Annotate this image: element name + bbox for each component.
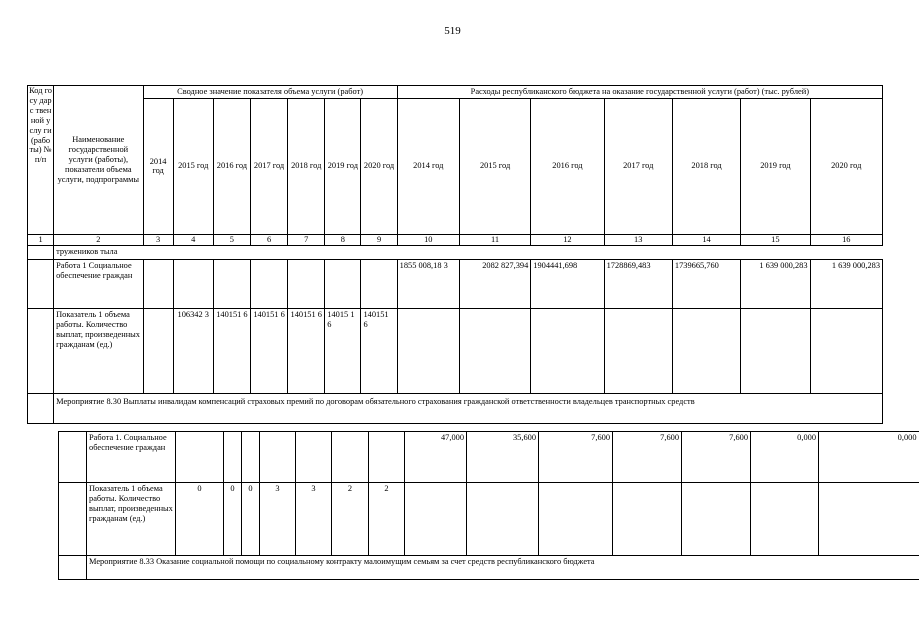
table-cell [361, 259, 397, 308]
header-budget-year: 2020 год [810, 98, 882, 234]
table-row [28, 259, 883, 308]
header-vol-year: 2016 год [213, 98, 250, 234]
table-cell [260, 432, 296, 483]
table-cell [288, 259, 325, 308]
table-row [59, 556, 919, 580]
header-vol-year: 2020 год [361, 98, 397, 234]
table-cell [213, 259, 250, 308]
table-cell [250, 259, 287, 308]
budget-value: 35,600 [467, 432, 539, 483]
services-table [27, 85, 883, 424]
col-number: 2 [54, 234, 143, 245]
col-number: 16 [810, 234, 882, 245]
volume-value: 140151 6 [213, 308, 250, 393]
volume-value: 2 [369, 483, 405, 556]
header-vol-year: 2017 год [250, 98, 287, 234]
table-cell [242, 432, 260, 483]
header-code: Код госу дарс твен ной услу ги (рабо ты) № п/п [28, 86, 54, 235]
header-vol-year: 2018 год [288, 98, 325, 234]
table-cell [467, 483, 539, 556]
table-cell [224, 432, 242, 483]
volume-value [143, 308, 173, 393]
header-budget-year: 2015 год [459, 98, 530, 234]
table-cell [332, 432, 369, 483]
table-cell [405, 483, 467, 556]
col-number: 15 [741, 234, 810, 245]
budget-value: 7,600 [682, 432, 751, 483]
volume-value: 140151 6 [361, 308, 397, 393]
col-number: 9 [361, 234, 397, 245]
col-number: 5 [213, 234, 250, 245]
table-cell [296, 432, 332, 483]
table-cell [325, 259, 361, 308]
table-cell [59, 556, 87, 580]
header-budget-year: 2018 год [672, 98, 740, 234]
volume-value: 0 [224, 483, 242, 556]
col-number: 13 [604, 234, 672, 245]
table-cell [397, 308, 459, 393]
table-cell [143, 259, 173, 308]
col-number: 6 [250, 234, 287, 245]
header-vol-year: 2015 год [173, 98, 213, 234]
volume-value: 140151 6 [288, 308, 325, 393]
col-number: 8 [325, 234, 361, 245]
budget-value: 1 639 000,283 [810, 259, 882, 308]
col-number: 4 [173, 234, 213, 245]
header-budget-year: 2014 год [397, 98, 459, 234]
table-row [59, 483, 919, 556]
budget-value: 1728869,483 [604, 259, 672, 308]
budget-value: 0,000 [819, 432, 919, 483]
table-cell [28, 308, 54, 393]
header-vol-year: 2014 год [143, 98, 173, 234]
table-cell [751, 483, 819, 556]
volume-value: 106342 3 [173, 308, 213, 393]
volume-value: 2 [332, 483, 369, 556]
col-number: 7 [288, 234, 325, 245]
budget-value: 1904441,698 [531, 259, 604, 308]
table-cell [604, 308, 672, 393]
event-830: Мероприятие 8.30 Выплаты инвалидам компенсаций страховых премий по договорам обязательного страхования гражданской ответственности владельцев транспортных средств [54, 393, 883, 423]
budget-value: 1739665,760 [672, 259, 740, 308]
table-cell [682, 483, 751, 556]
table-row [59, 432, 919, 483]
header-volume-group: Сводное значение показателя объема услуги (работ) [143, 86, 397, 99]
budget-value: 7,600 [613, 432, 682, 483]
table-cell [810, 308, 882, 393]
table-cell [672, 308, 740, 393]
table-row [28, 308, 883, 393]
table-cell [28, 245, 54, 259]
col-number: 14 [672, 234, 740, 245]
volume-value: 14015 16 [325, 308, 361, 393]
column-numbers-row [28, 234, 883, 245]
header-name: Наименование государственной услуги (работы), показатели объема услуги, подпрограммы [54, 86, 143, 235]
work-name: Работа 1. Социальное обеспечение граждан [87, 432, 176, 483]
budget-value: 1 639 000,283 [741, 259, 810, 308]
table-cell [59, 432, 87, 483]
header-budget-group: Расходы республиканского бюджета на оказание государственной услуги (работ) (тыс. рублей) [397, 86, 882, 99]
indicator-name: Показатель 1 объема работы. Количество выплат, произведенных гражданам (ед.) [87, 483, 176, 556]
volume-value: 3 [296, 483, 332, 556]
continuation-text: тружеников тыла [54, 245, 883, 259]
header-budget-year: 2019 год [741, 98, 810, 234]
table-cell [28, 259, 54, 308]
col-number: 3 [143, 234, 173, 245]
header-budget-year: 2017 год [604, 98, 672, 234]
work-name: Работа 1 Социальное обеспечение граждан [54, 259, 143, 308]
volume-value: 140151 6 [250, 308, 287, 393]
table-cell [613, 483, 682, 556]
table-cell [369, 432, 405, 483]
table-cell [28, 393, 54, 423]
table-row [28, 393, 883, 423]
budget-value: 1855 008,18 3 [397, 259, 459, 308]
volume-value: 0 [242, 483, 260, 556]
volume-value: 0 [176, 483, 224, 556]
budget-value: 2082 827,394 [459, 259, 530, 308]
col-number: 12 [531, 234, 604, 245]
table-cell [531, 308, 604, 393]
table-cell [459, 308, 530, 393]
header-budget-year: 2016 год [531, 98, 604, 234]
event-833: Мероприятие 8.33 Оказание социальной помощи по социальному контракту малоимущим семьям за счет средств республиканского бюджета [87, 556, 919, 580]
budget-value: 0,000 [751, 432, 819, 483]
table-cell [176, 432, 224, 483]
page-number: 519 [444, 25, 461, 37]
table-cell [59, 483, 87, 556]
budget-value: 47,000 [405, 432, 467, 483]
indicator-name: Показатель 1 объема работы. Количество выплат, произведенных гражданам (ед.) [54, 308, 143, 393]
budget-value: 7,600 [539, 432, 613, 483]
table-cell [173, 259, 213, 308]
services-table-continued [58, 431, 919, 580]
col-number: 11 [459, 234, 530, 245]
col-number: 1 [28, 234, 54, 245]
volume-value: 3 [260, 483, 296, 556]
header-vol-year: 2019 год [325, 98, 361, 234]
table-cell [539, 483, 613, 556]
col-number: 10 [397, 234, 459, 245]
table-row [28, 245, 883, 259]
table-cell [741, 308, 810, 393]
table-cell [819, 483, 919, 556]
